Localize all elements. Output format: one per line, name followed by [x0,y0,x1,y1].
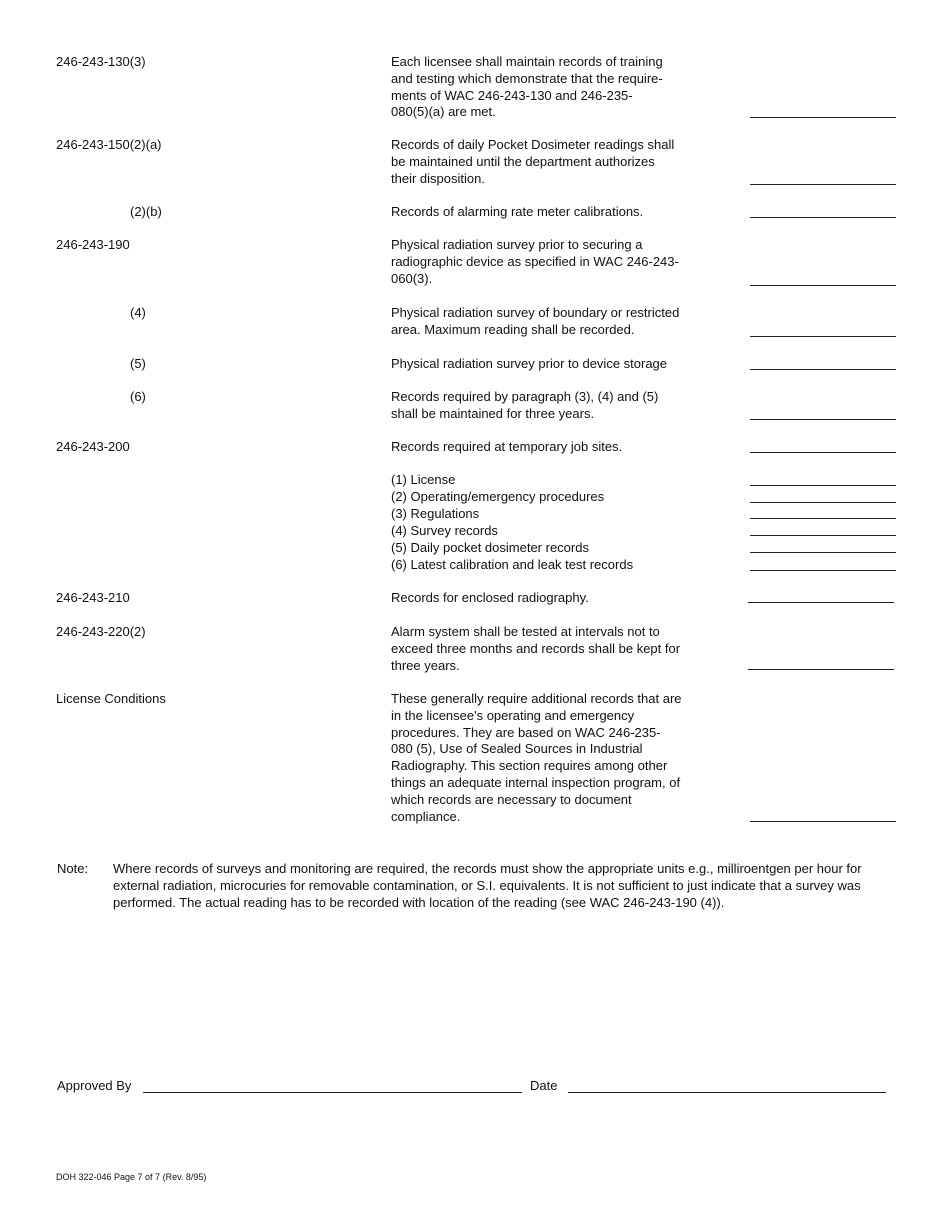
job-site-item: (2) Operating/emergency procedures [391,489,605,504]
blank-line[interactable] [750,217,896,218]
record-ref: (6) [130,389,146,404]
blank-line[interactable] [750,452,896,453]
job-site-item: (6) Latest calibration and leak test records [391,557,634,572]
approved-by-label: Approved By [57,1078,132,1093]
blank-line[interactable] [750,535,896,536]
record-description: Physical radiation survey prior to device storage [391,356,668,371]
record-ref: (5) [130,356,146,371]
date-line[interactable] [568,1092,886,1093]
blank-line[interactable] [750,117,896,118]
record-description: Records required by paragraph (3), (4) and (5) shall be maintained for three years. [391,389,659,421]
note-text: Where records of surveys and monitoring are required, the records must show the appropriate units e.g., milliroentgen per hour for external radiation, microcuries for removable contamination, or S.I. equivalents. It is not sufficient to just indicate that a survey was performed. The actual reading has to be recorded with location of the reading (see WAC 246-243-190 (4)). [113,861,862,910]
blank-line[interactable] [750,285,896,286]
blank-line[interactable] [750,570,896,571]
blank-line[interactable] [750,518,896,519]
record-description: Records of alarming rate meter calibrations. [391,204,644,219]
job-site-item: (1) License [391,472,456,487]
record-description: Each licensee shall maintain records of training and testing which demonstrate that the require- ments of WAC 246-243-130 and 246-235- 080(5)(a) are met. [391,54,663,120]
record-ref: (2)(b) [130,204,162,219]
record-description: Alarm system shall be tested at intervals not to exceed three months and records shall be kept for three years. [391,624,681,673]
record-description: Records for enclosed radiography. [391,590,589,605]
record-description: Records of daily Pocket Dosimeter readings shall be maintained until the department authorizes their disposition. [391,137,675,186]
blank-line[interactable] [748,602,894,603]
form-footer: DOH 322-046 Page 7 of 7 (Rev. 8/95) [56,1172,207,1182]
job-site-item: (5) Daily pocket dosimeter records [391,540,589,555]
record-ref: 246-243-220(2) [56,624,146,639]
blank-line[interactable] [748,669,894,670]
job-site-item: (4) Survey records [391,523,498,538]
record-ref: License Conditions [56,691,166,706]
record-ref: (4) [130,305,146,320]
blank-line[interactable] [750,552,896,553]
blank-line[interactable] [750,369,896,370]
record-ref: 246-243-150(2)(a) [56,137,162,152]
blank-line[interactable] [750,336,896,337]
record-description: Records required at temporary job sites. [391,439,623,454]
record-description: Physical radiation survey prior to securing a radiographic device as specified in WAC 246-243- 060(3). [391,237,679,286]
record-description: Physical radiation survey of boundary or restricted area. Maximum reading shall be recorded. [391,305,680,337]
record-description: These generally require additional records that are in the licensee's operating and emergency procedures. They are based on WAC 246-235- 080 (5), Use of Sealed Sources in Industrial Radiography. This section requires among other things an adequate internal inspection program, of which records are necessary to document compliance. [391,691,682,824]
record-ref: 246-243-200 [56,439,130,454]
blank-line[interactable] [750,821,896,822]
blank-line[interactable] [750,485,896,486]
record-ref: 246-243-210 [56,590,130,605]
job-site-item: (3) Regulations [391,506,480,521]
date-label: Date [530,1078,558,1093]
blank-line[interactable] [750,502,896,503]
record-ref: 246-243-130(3) [56,54,146,69]
record-ref: 246-243-190 [56,237,130,252]
blank-line[interactable] [750,419,896,420]
approved-by-line[interactable] [143,1092,522,1093]
note-label: Note: [57,861,89,876]
blank-line[interactable] [750,184,896,185]
